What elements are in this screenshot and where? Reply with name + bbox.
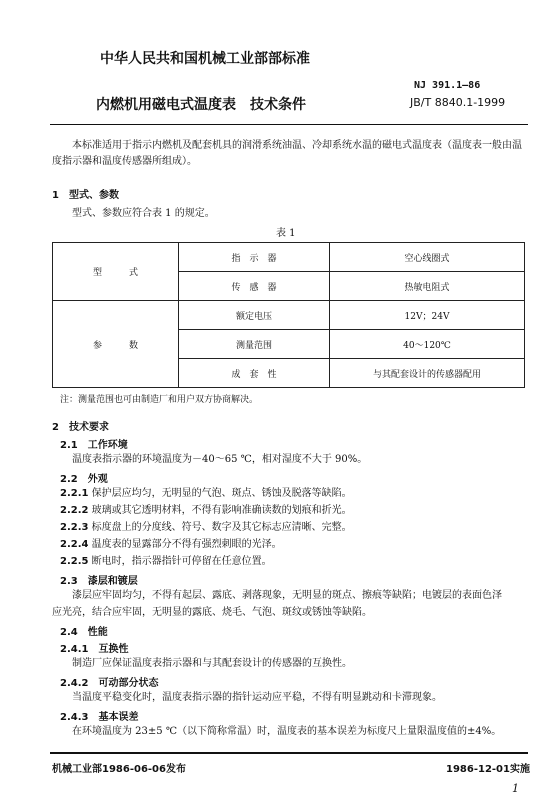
issuing-organization: 中华人民共和国机械工业部部标准 [100, 51, 310, 67]
item-text: 玻璃或其它透明材料，不得有影响准确读数的划痕和折光。 [91, 505, 352, 516]
item-number: 2.2.1 [60, 488, 89, 499]
table-row [53, 301, 525, 330]
row-value: 热敏电阻式 [330, 272, 525, 301]
section-2-4-2-heading: 2.4.2 可动部分状态 [60, 678, 159, 689]
section-2-4-3-text: 在环境温度为 23±5 ℃（以下简称常温）时，温度表的基本误差为标度尺上量限温度值的±4%。 [72, 726, 502, 737]
item-2-2-4 [60, 537, 282, 553]
item-text: 标度盘上的分度线、符号、数字及其它标志应清晰、完整。 [91, 522, 352, 533]
document-title: 内燃机用磁电式温度表 技术条件 [96, 97, 306, 113]
section-2-heading: 2 技术要求 [52, 422, 109, 433]
row-value: 12V；24V [330, 301, 525, 330]
section-1-heading: 1 型式、参数 [52, 190, 119, 201]
type-label: 型 式 [53, 243, 179, 301]
item-number: 2.2.2 [60, 505, 89, 516]
row-label: 测量范围 [179, 330, 330, 359]
item-2-2-1 [60, 486, 352, 502]
standard-code-new: JB/T 8840.1-1999 [410, 96, 506, 109]
section-1-text: 型式、参数应符合表 1 的规定。 [72, 208, 215, 219]
row-value: 40～120℃ [330, 330, 525, 359]
table-caption: 表 1 [276, 228, 296, 239]
table-note: 注：测量范围也可由制造厂和用户双方协商解决。 [60, 395, 259, 405]
row-label: 额定电压 [179, 301, 330, 330]
item-number: 2.2.3 [60, 522, 89, 533]
intro-paragraph: 本标准适用于指示内燃机及配套机具的润滑系统油温、冷却系统水温的磁电式温度表（温度表一般由温度指示器和温度传感器所组成）。 [52, 140, 522, 167]
item-2-2-3 [60, 520, 352, 536]
section-2-2-heading: 2.2 外观 [60, 474, 108, 485]
item-text: 温度表的显露部分不得有强烈刺眼的光泽。 [91, 539, 282, 550]
param-label: 参 数 [53, 301, 179, 388]
standard-code-old: NJ 391.1—86 [414, 80, 481, 91]
section-2-4-1-heading: 2.4.1 互换性 [60, 644, 129, 655]
table-row [53, 243, 525, 272]
item-text: 断电时，指示器指针可停留在任意位置。 [91, 556, 272, 567]
row-label: 指 示 器 [179, 243, 330, 272]
item-2-2-5 [60, 554, 272, 570]
footer-rule [50, 752, 528, 754]
spec-table [52, 242, 525, 388]
row-label: 成 套 性 [179, 359, 330, 388]
section-2-1-text: 温度表指示器的环境温度为－40～65 ℃，相对湿度不大于 90%。 [72, 454, 368, 465]
item-number: 2.2.5 [60, 556, 89, 567]
section-2-3-text-line2: 应光亮，结合应牢固，无明显的露底、烧毛、气泡、斑纹或锈蚀等缺陷。 [52, 607, 372, 618]
section-2-4-2-text: 当温度平稳变化时，温度表指示器的指针运动应平稳，不得有明显跳动和卡滞现象。 [72, 692, 442, 703]
section-2-3-text-line1: 漆层应牢固均匀，不得有起层、露底、剥落现象，无明显的斑点、擦痕等缺陷；电镀层的表面色泽 [72, 590, 502, 601]
row-value: 空心线圈式 [330, 243, 525, 272]
item-number: 2.2.4 [60, 539, 89, 550]
issue-date: 机械工业部1986-06-06发布 [52, 764, 186, 775]
effective-date: 1986-12-01实施 [446, 764, 530, 775]
section-2-1-heading: 2.1 工作环境 [60, 440, 128, 451]
page-number: 1 [512, 782, 519, 795]
header-rule [50, 124, 528, 125]
item-text: 保护层应均匀，无明显的气泡、斑点、锈蚀及脱落等缺陷。 [91, 488, 352, 499]
row-label: 传 感 器 [179, 272, 330, 301]
row-value: 与其配套设计的传感器配用 [330, 359, 525, 388]
section-2-3-heading: 2.3 漆层和镀层 [60, 576, 138, 587]
section-2-4-heading: 2.4 性能 [60, 627, 108, 638]
item-2-2-2 [60, 503, 352, 519]
section-2-4-3-heading: 2.4.3 基本误差 [60, 712, 139, 723]
section-2-4-1-text: 制造厂应保证温度表指示器和与其配套设计的传感器的互换性。 [72, 658, 352, 669]
